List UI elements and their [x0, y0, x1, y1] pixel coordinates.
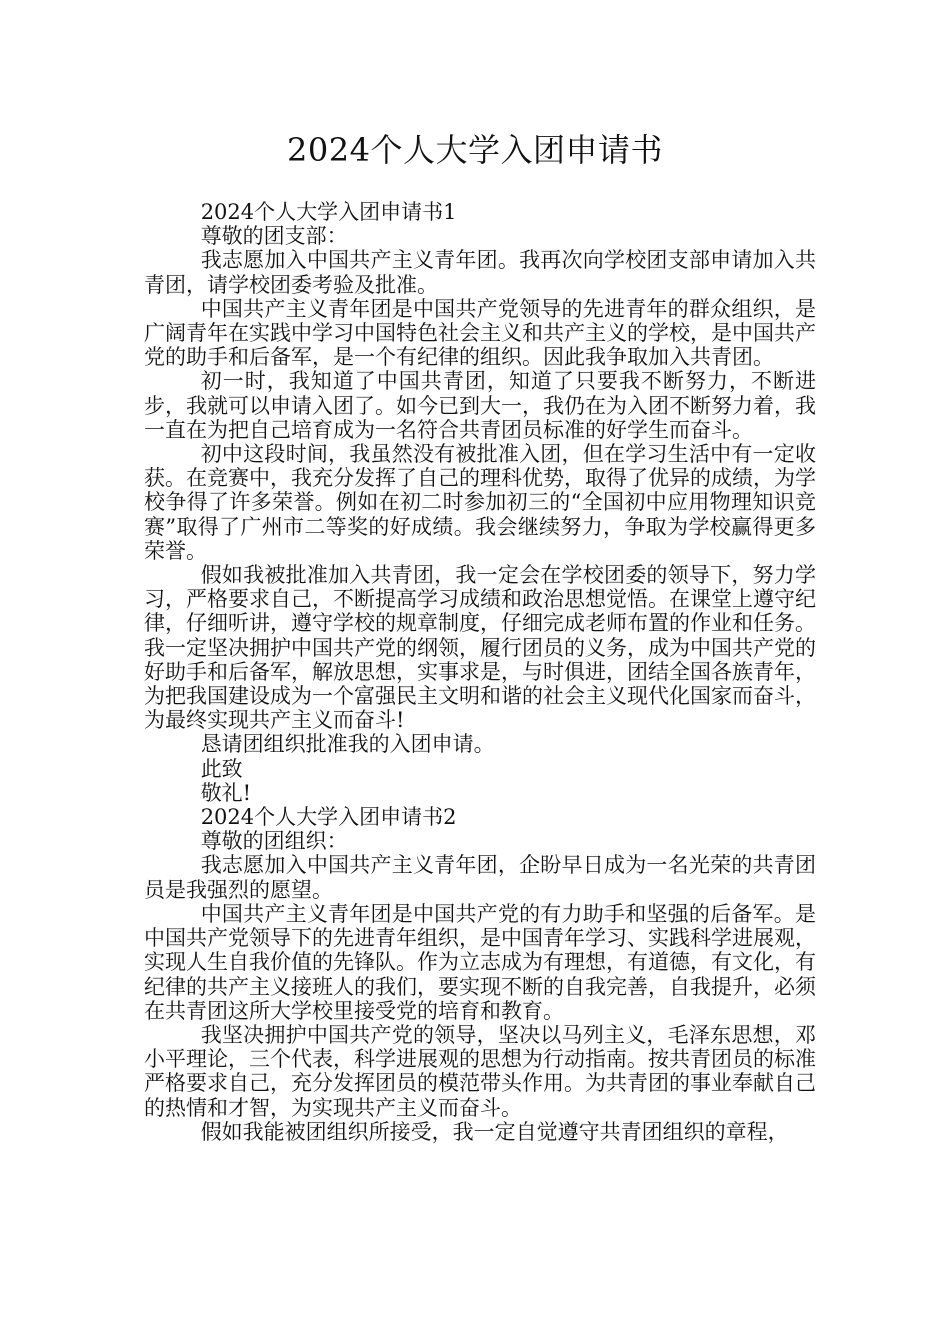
closing-regards: 敬礼!	[200, 780, 252, 805]
paragraph: 我志愿加入中国共产主义青年团，企盼早日成为一名光荣的共青团员是我强烈的愿望。	[144, 853, 816, 902]
request-line: 恳请团组织批准我的入团申请。	[200, 732, 495, 757]
paragraph: 假如我能被团组织所接受，我一定自觉遵守共青团组织的章程，	[200, 1119, 789, 1144]
paragraph: 中国共产主义青年团是中国共产党的有力助手和坚强的后备军。是中国共产党领导下的先进青年组织，是中国青年学习、实践科学进展观，实现人生自我价值的先锋队。作为立志成为有理想，有道德，有文化，有纪律的共产主义接班人的我们，要实现不断的自我完善，自我提升，必须在共青团这所大学校里接受党的培育和教育。	[144, 901, 816, 1023]
salutation-2: 尊敬的团组织：	[200, 829, 348, 854]
section-heading-1: 2024个人大学入团申请书1	[200, 200, 457, 224]
paragraph: 我坚决拥护中国共产党的领导，坚决以马列主义，毛泽东思想，邓小平理论，三个代表，科学进展观的思想为行动指南。按共青团员的标准严格要求自己，充分发挥团员的模范带头作用。为共青团的事业奉献自己的热情和才智，为实现共产主义而奋斗。	[144, 1022, 816, 1120]
paragraph: 初一时，我知道了中国共青团，知道了只要我不断努力，不断进步，我就可以申请入团了。如今已到大一，我仍在为入团不断努力着，我一直在为把自己培育成为一名符合共青团员标准的好学生而奋斗。	[144, 369, 816, 442]
closing-line: 此致	[200, 756, 243, 781]
document-body	[144, 200, 816, 1144]
paragraph: 中国共产主义青年团是中国共产党领导的先进青年的群众组织，是广阔青年在实践中学习中国特色社会主义和共产主义的学校，是中国共产党的助手和后备军，是一个有纪律的组织。因此我争取加入共青团。	[144, 296, 816, 370]
paragraph: 假如我被批准加入共青团，我一定会在学校团委的领导下，努力学习，严格要求自己，不断提高学习成绩和政治思想觉悟。在课堂上遵守纪律，仔细听讲，遵守学校的规章制度，仔细完成老师布置的作业和任务。我一定坚决拥护中国共产党的纲领，履行团员的义务，成为中国共产党的好助手和后备军，解放思想，实事求是，与时俱进，团结全国各族青年，为把我国建设成为一个富强民主文明和谐的社会主义现代化国家而奋斗，为最终实现共产主义而奋斗!	[144, 563, 816, 733]
paragraph: 初中这段时间，我虽然没有被批准入团，但在学习生活中有一定收获。在竞赛中，我充分发挥了自己的理科优势，取得了优异的成绩，为学校争得了许多荣誉。例如在初二时参加初三的“全国初中应用物理知识竞赛”取得了广州市二等奖的好成绩。我会继续努力，争取为学校赢得更多荣誉。	[144, 442, 816, 563]
section-heading-2: 2024个人大学入团申请书2	[200, 805, 457, 830]
paragraph: 我志愿加入中国共产主义青年团。我再次向学校团支部申请加入共青团，请学校团委考验及批准。	[144, 248, 816, 297]
salutation-1: 尊敬的团支部：	[200, 224, 348, 249]
document-title: 2024个人大学入团申请书	[287, 131, 663, 169]
